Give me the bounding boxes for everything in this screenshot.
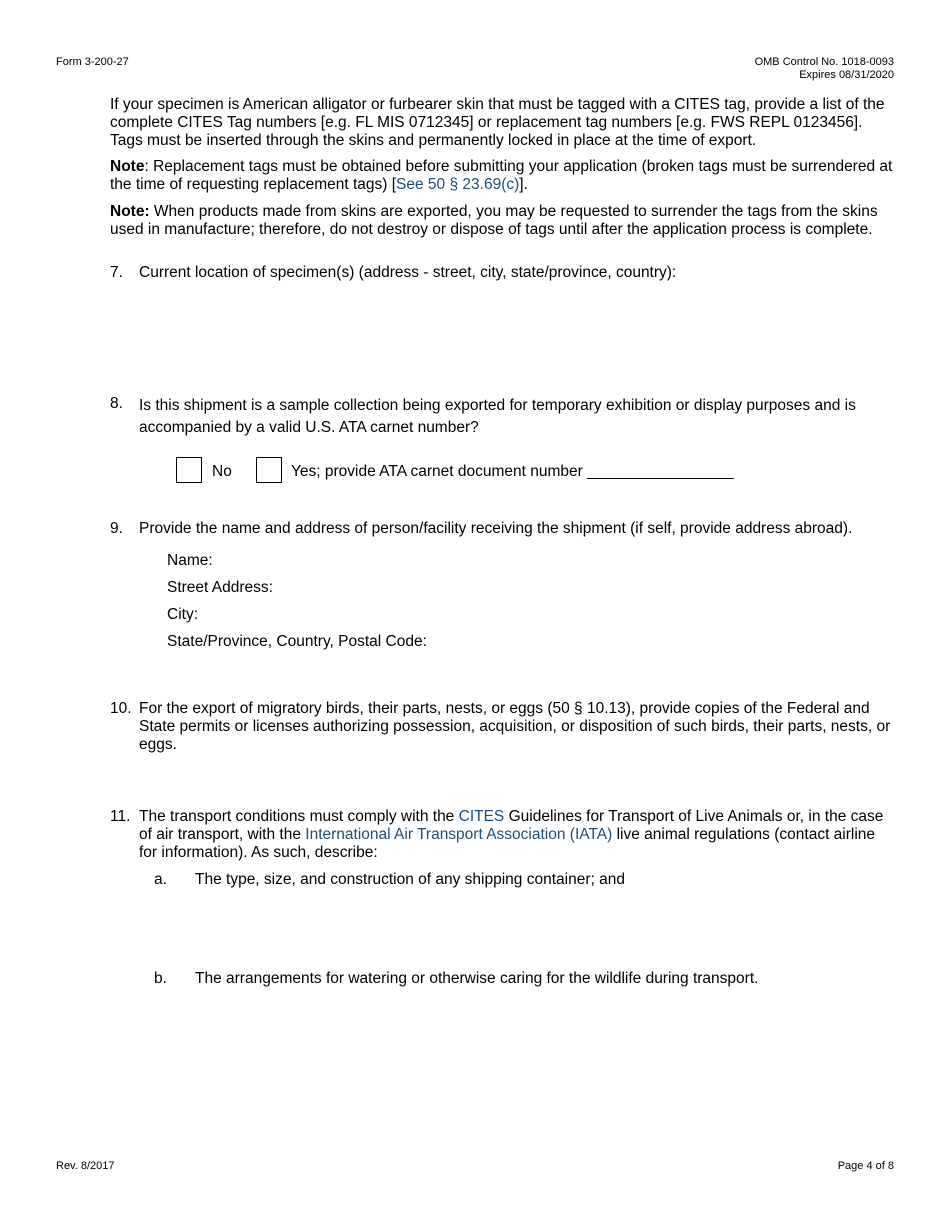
note-text-end: ]. <box>519 176 528 193</box>
iata-link[interactable]: International Air Transport Association (IATA) <box>305 826 613 843</box>
option-no-label: No <box>212 463 232 480</box>
question-11-text-part: Guidelines for Transport of Live Animals or, in the case of air transport, with the <box>139 808 884 843</box>
note-surrender-tags <box>110 203 895 239</box>
question-10-text: For the export of migratory birds, their parts, nests, or eggs (50 § 10.13), provide copies of the Federal and State permits or licenses authorizing possession, acquisition, or disposition of such birds, their parts, nests, or eggs. <box>139 700 891 753</box>
sub-item-b-label: b. <box>154 970 167 987</box>
sub-item-a-text: The type, size, and construction of any shipping container; and <box>195 871 625 888</box>
form-id: Form 3-200-27 <box>56 56 129 68</box>
question-8-text: Is this shipment is a sample collection being exported for temporary exhibition or display purposes and is accompanied by a valid U.S. ATA carnet number? <box>139 397 856 436</box>
cites-link[interactable]: CITES <box>458 808 505 825</box>
question-number: 11. <box>110 808 131 825</box>
regulation-link[interactable]: See 50 § 23.69(c) <box>396 176 520 193</box>
sub-item-b-text: The arrangements for watering or otherwise caring for the wildlife during transport. <box>195 970 759 987</box>
question-7-text: Current location of specimen(s) (address - street, city, state/province, country): <box>139 264 677 281</box>
note-text: : Replacement tags must be obtained before submitting your application (broken tags must be surrendered at the time of requesting replacement tags) [ <box>110 158 893 193</box>
field-region-label: State/Province, Country, Postal Code: <box>167 633 427 650</box>
question-number: 10. <box>110 700 132 717</box>
note-label: Note: <box>110 203 150 220</box>
field-city-label: City: <box>167 606 198 623</box>
checkbox-no[interactable] <box>176 457 202 483</box>
question-11-text-part: live animal regulations (contact airline for information). As such, describe: <box>139 826 876 861</box>
note-label: Note <box>110 158 145 175</box>
question-number: 8. <box>110 395 123 412</box>
page-number: Page 4 of 8 <box>837 1160 894 1172</box>
question-number: 9. <box>110 520 123 537</box>
revision-date: Rev. 8/2017 <box>56 1160 115 1172</box>
question-9-text: Provide the name and address of person/facility receiving the shipment (if self, provide address abroad). <box>139 520 853 537</box>
note-text: When products made from skins are exported, you may be requested to surrender the tags from the skins used in manufacture; therefore, do not destroy or dispose of tags until after the application process is complete. <box>110 203 878 238</box>
tag-instructions: If your specimen is American alligator or furbearer skin that must be tagged with a CITES tag, provide a list of the complete CITES Tag numbers [e.g. FL MIS 0712345] or replacement tag numbers [e.g. FWS REPL 0123456]. Tags must be inserted through the skins and permanently locked in place at the time of export. <box>110 96 885 149</box>
question-11-text <box>139 808 894 862</box>
question-number: 7. <box>110 264 123 281</box>
expiration-date: Expires 08/31/2020 <box>799 69 894 81</box>
question-11-text-part: The transport conditions must comply with the <box>139 808 459 825</box>
field-name-label: Name: <box>167 552 213 569</box>
sub-item-a-label: a. <box>154 871 167 888</box>
field-street-label: Street Address: <box>167 579 273 596</box>
option-yes-label: Yes; provide ATA carnet document number _________________ <box>291 463 734 480</box>
omb-control: OMB Control No. 1018-0093 <box>754 56 894 68</box>
checkbox-yes[interactable] <box>256 457 282 483</box>
note-replacement-tags <box>110 158 895 194</box>
